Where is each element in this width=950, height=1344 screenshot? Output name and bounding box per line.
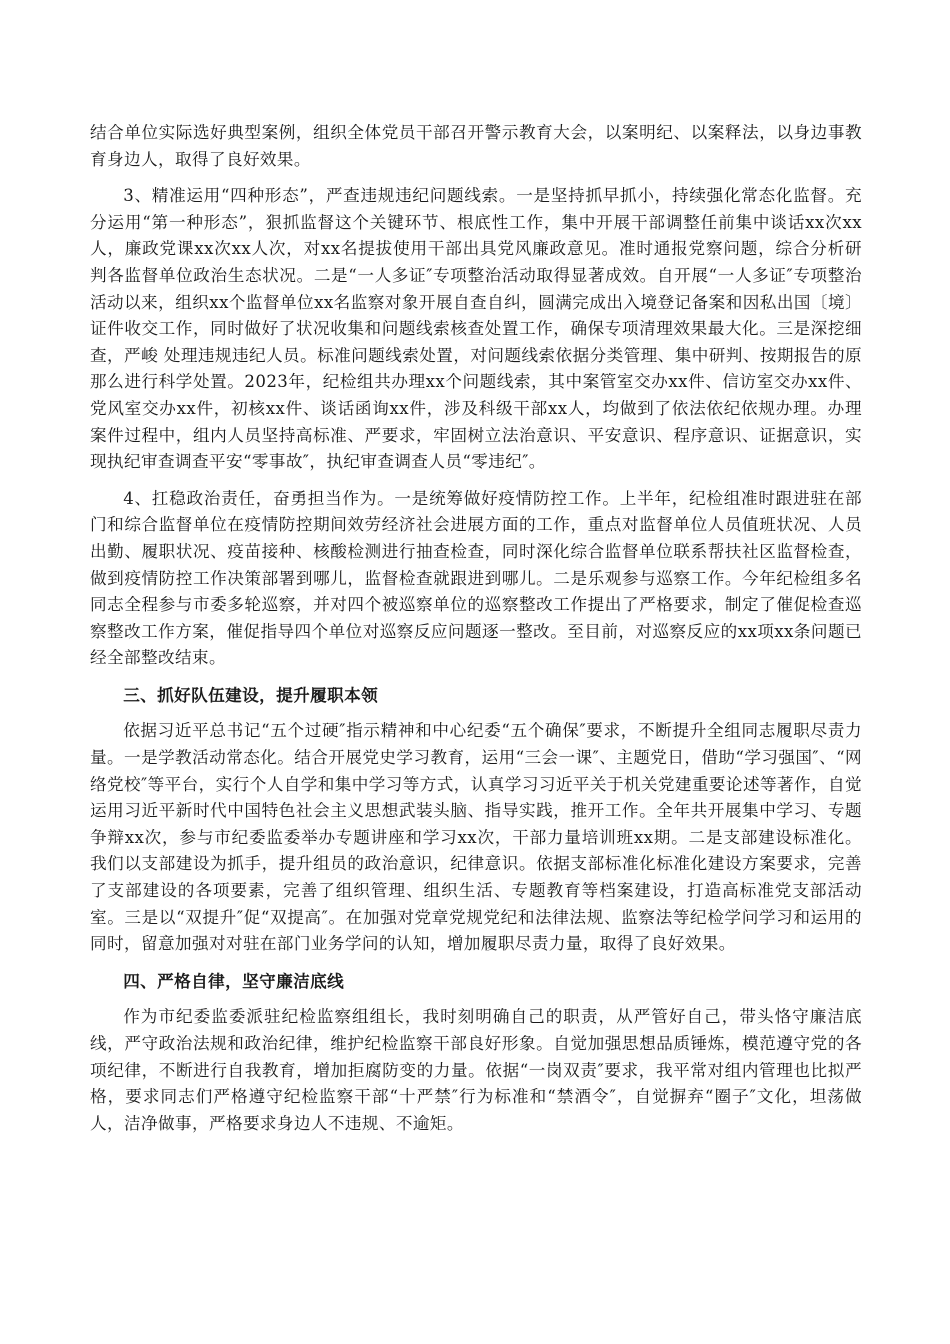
- document-body: [90, 120, 862, 1147]
- section-heading-3: 三、抓好队伍建设，提升履职本领: [123, 684, 379, 705]
- section-heading-4: 四、严格自律，坚守廉洁底线: [123, 970, 345, 991]
- paragraph-item-4: 4、扛稳政治责任，奋勇担当作为。一是统筹做好疫情防控工作。上半年，纪检组准时跟进驻在部门和综合监督单位在疫情防控期间效劳经济社会进展方面的工作，重点对监督单位人员值班状况、人员出勤、履职状况、疫苗接种、核酸检测进行抽查检查，同时深化综合监督单位联系帮扶社区监督检查，做到疫情防控工作决策部署到哪儿，监督检查就跟进到哪儿。二是乐观参与巡察工作。今年纪检组多名同志全程参与市委多轮巡察，并对四个被巡察单位的巡察整改工作提出了严格要求，制定了催促检查巡察整改工作方案，催促指导四个单位对巡察反应问题逐一整改。至目前，对巡察反应的xx项xx条问题已经全部整改结束。: [90, 488, 862, 668]
- paragraph-section-4: 作为市纪委监委派驻纪检监察组组长，我时刻明确自己的职责，从严管好自己，带头恪守廉洁底线，严守政治法规和政治纪律，维护纪检监察干部良好形象。自觉加强思想品质锤炼，模范遵守党的各项纪律，不断进行自我教育，增加拒腐防变的力量。依据“一岗双责″要求，我平常对组内管理也比拟严格，要求同志们严格遵守纪检监察干部“十严禁″行为标准和“禁酒令″，自觉摒弃“圈子″文化，坦荡做人，洁净做事，严格要求身边人不违规、不逾矩。: [90, 1007, 862, 1133]
- paragraph-continued: 结合单位实际选好典型案例，组织全体党员干部召开警示教育大会，以案明纪、以案释法，以身边事教育身边人，取得了良好效果。: [90, 123, 862, 169]
- paragraph-item-3: 3、精准运用“四种形态”，严查违规违纪问题线索。一是坚持抓早抓小，持续强化常态化监督。充分运用“第一种形态”，狠抓监督这个关键环节、根底性工作，集中开展干部调整任前集中谈话xx次xx人，廉政党课xx次xx人次，对xx名提拔使用干部出具党风廉政意见。准时通报党察问题，综合分析研判各监督单位政治生态状况。二是“一人多证″专项整治活动取得显著成效。自开展“一人多证″专项整治活动以来，组织xx个监督单位xx名监察对象开展自查自纠，圆满完成出入境登记备案和因私出国〔境〕证件收交工作，同时做好了状况收集和问题线索核查处置工作，确保专项清理效果最大化。三是深挖细查，严峻 处理违规违纪人员。标准问题线索处置，对问题线索依据分类管理、集中研判、按期报告的原那么进行科学处置。2023年，纪检组共办理xx个问题线索，其中案管室交办xx件、信访室交办xx件、党风室交办xx件，初核xx件、谈话函询xx件，涉及科级干部xx人，均做到了依法依纪依规办理。办理案件过程中，组内人员坚持高标准、严要求，牢固树立法治意识、平安意识、程序意识、证据意识，实现执纪审查调查平安“零事故″，执纪审查调查人员“零违纪″。: [90, 186, 862, 472]
- paragraph-section-3: 依据习近平总书记“五个过硬″指示精神和中心纪委“五个确保″要求，不断提升全组同志履职尽责力量。一是学教活动常态化。结合开展党史学习教育，运用“三会一课″、主题党日，借助“学习强国″、“网络党校″等平台，实行个人自学和集中学习等方式，认真学习习近平关于机关党建重要论述等著作，自觉运用习近平新时代中国特色社会主义思想武装头脑、指导实践，推开工作。全年共开展集中学习、专题争辩xx次，参与市纪委监委举办专题讲座和学习xx次，干部力量培训班xx期。二是支部建设标准化。我们以支部建设为抓手，提升组员的政治意识，纪律意识。依据支部标准化标准化建设方案要求，完善了支部建设的各项要素，完善了组织管理、组织生活、专题教育等档案建设，打造高标准党支部活动室。三是以“双提升″促“双提高″。在加强对党章党规党纪和法律法规、监察法等纪检学问学习和运用的同时，留意加强对对驻在部门业务学问的认知，增加履职尽责力量，取得了良好效果。: [90, 721, 862, 954]
